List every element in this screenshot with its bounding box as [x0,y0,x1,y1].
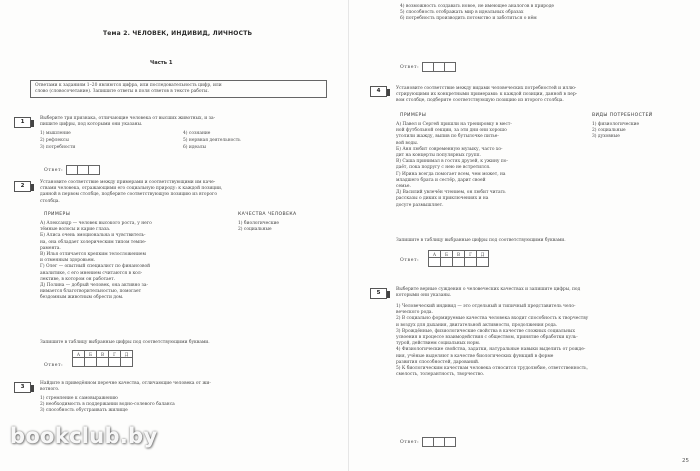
question-line: Выберите верные суждения о человеческих качествах и запишите цифры, под [396,287,581,292]
option: 6) потребность производить потомство и заботиться о нём [400,16,537,22]
question-number: 4 [370,86,387,97]
part-heading: Часть 1 [150,60,173,66]
table-letter: В [452,250,465,259]
need-option: 2) социальные [592,128,626,134]
example-line: рамента. [40,245,61,251]
question-line: Выберите три признака, отличающие человека от высших животных, и за- [40,116,216,121]
statement-line: веческого рода. [396,310,433,316]
example-line: досуге размышляет. [396,202,444,208]
question-line: стрирующими их конкретными примерами: к каждой позиции, данной в пер- [396,92,578,98]
options-list-continued [400,4,554,23]
example-line: вой воды. [396,140,419,146]
quality-option: 2) социальные [238,227,272,233]
answer-field[interactable] [44,165,99,175]
answer-table-cells[interactable] [72,357,132,367]
table-letter: Г [108,350,121,359]
question-number: 1 [14,117,31,128]
example-line: рассказы о диких и приключениях и на [396,196,489,202]
question-text [396,86,577,105]
options-list [40,396,175,415]
example-line: Б) Алиса очень эмоциональна и чувствитель- [40,233,146,239]
page-number: 25 [682,458,689,464]
option: 3) потребности [40,145,76,150]
statement-line: турой, действием социальных норм. [396,341,481,347]
example-line: тёмные волосы и карие глаза. [40,227,111,233]
column-header-examples: ПРИМЕРЫ [44,212,71,217]
needs-list [592,122,639,141]
answer-label: Ответ: [400,258,420,263]
answer-field[interactable] [400,437,455,447]
statements-list [396,304,588,378]
examples-list [396,122,512,209]
site-watermark: bookclub.by [10,424,158,448]
question-line: Установите соответствие между видами человеческих потребностей и иллю- [396,86,577,91]
table-letter: Д [476,250,489,259]
table-letter: А [428,250,441,259]
need-option: 1) физиологические [592,122,640,127]
example-line: младшего брата и сестёр, дарит своей [396,177,486,183]
statement-line: 2) В социально формируемые качества человека входит способность к творчеству [396,316,589,322]
table-instruction: Запишите в таблицу выбранные цифры под соответствующими буквами. [396,238,566,243]
examples-list [40,221,152,302]
example-line: Д) Полина — добрый человек, она активно за- [40,283,148,289]
statement-line: 4) Физиологические свойства, задатки, натуральные навыки выделить от рожде- [396,347,586,353]
example-line: и отменным здоровьем. [40,258,96,264]
question-line: данной в первом столбце, подберите соответствующую позицию из второго [40,192,217,198]
question-line: ствами человека, отражающими его социальную природу: к каждой позиции, [40,186,223,192]
topic-title: Тема 2. ЧЕЛОВЕК, ИНДИВИД, ЛИЧНОСТЬ [103,30,253,37]
question-line: которыми они указаны. [396,293,452,299]
statement-line: усвоения в процессе взаимодействия с обществом, принятие обработки куль- [396,335,578,341]
answer-table-cells[interactable] [428,257,488,267]
answer-label: Ответ: [400,439,420,445]
answer-label-wrap [400,258,422,263]
statement-line: и воздух для дыхания, двигательной активности, продолжения рода. [396,322,558,328]
question-text [40,180,222,205]
option: 3) способность обустраивать жилище [40,408,128,414]
question-line: Установите соответствие между примерами и соответствующими им каче- [40,180,216,185]
table-letter: Д [120,350,133,359]
column-header-qualities: КАЧЕСТВА ЧЕЛОВЕКА [238,212,297,217]
statement-line: развития способностей, дарований. [396,359,480,365]
page-gutter [348,0,349,471]
question-line: вотного. [40,387,60,393]
example-line: на, она обладает холерическим типом темпе- [40,239,147,245]
table-letter: В [96,350,109,359]
answer-cell[interactable] [88,165,100,175]
question-number: 3 [14,382,31,393]
example-line: Д) Василий увлечён чтением, он любит читать [396,190,506,196]
question-number: 2 [14,181,31,192]
qualities-list [238,221,279,233]
example-line: Г) Олег — опытный специалист по финансовой [40,264,151,270]
instruction-line: Ответами к заданиям 1–20 являются цифра, или последовательность цифр, или [35,83,222,88]
example-line: А) Александр — человек высокого роста, у него [40,221,152,226]
option: 2) необходимость в поддержании водно-солевого баланса [40,402,175,408]
example-line: В) Илья отличается крепким телосложением [40,252,146,258]
table-letter: Б [84,350,97,359]
option: 1) стремление к самовыражению [40,396,118,401]
question-line: вом столбце, подберите соответствующую позицию из второго столбца. [396,98,564,104]
answer-label: Ответ: [44,167,64,173]
question-number: 5 [370,288,387,299]
column-header-needs: ВИДЫ ПОТРЕБНОСТЕЙ [592,113,653,118]
need-option: 3) духовные [592,134,620,140]
question-line: пишите цифры, под которыми они указаны. [40,122,143,128]
answer-cell[interactable] [120,357,133,367]
table-instruction: Запишите в таблицу выбранные цифры под соответствующими буквами. [40,340,210,345]
answer-cell[interactable] [476,257,489,267]
example-line: лективе, в котором он работает. [40,276,116,282]
answer-label: Ответ: [44,363,64,368]
example-line: ной футбольной секции, за эти дни они хорошо [396,128,507,134]
example-line: даёт, пока подругу с нею не встретился. [396,165,491,171]
table-letter: Г [464,250,477,259]
question-text [40,116,215,128]
example-line: Б) Аня любит современную музыку, часто хо- [396,146,503,152]
instruction-box [30,80,327,98]
example-line: дит на концерты популярных групп. [396,153,481,159]
example-line: А) Павел и Сергей пришли на тренировку в мест- [396,122,512,127]
example-line: нимается благотворительностью, помогает [40,289,142,295]
question-line: Найдите в приведённом перечне качества, отличающие человека от жи- [40,381,211,386]
answer-cell[interactable] [444,62,456,72]
example-line: утолили жажду, выпив по бутылочке питье- [396,134,499,140]
quality-option: 1) биологические [238,221,280,226]
answer-label: Ответ: [400,64,420,70]
option: 1) мышление [40,131,71,136]
option: 4) сознание [183,131,211,136]
statement-line: смелость, толерантность, творчество. [396,372,485,378]
column-header-examples: ПРИМЕРЫ [400,113,427,118]
example-line: семье. [396,184,411,190]
answer-label-wrap [44,353,66,368]
answer-field[interactable] [400,62,455,72]
table-letter: Б [440,250,453,259]
statement-line: ния, учёные выделяют в качестве биологических функций в форме [396,353,554,359]
option: 5) нервная деятельность [183,138,241,143]
statement-line: 3) Врождённые, физиологические свойства в качестве сложных социальных [396,328,575,334]
option: 2) рефлексы [40,138,69,143]
option: 5) способность отображать мир в идеальных образах [400,10,524,16]
statement-line: 1) Человеческий индивид — это отдельный и типичный представитель чело- [396,304,576,309]
table-letter: А [72,350,85,359]
statement-line: 5) К биологическим качествам человека относится трудолюбие, ответственность, [396,366,588,372]
question-line: столбца. [40,198,60,204]
example-line: аналитике, с его мнением считаются в кол- [40,270,143,276]
example-line: В) Саша принимал в гостях друзей, к ужину по- [396,159,508,165]
answer-cell[interactable] [444,437,456,447]
question-text [40,381,211,393]
example-line: бездомным животным обрести дом. [40,295,124,301]
example-line: Г) Ирина всегда помогает всем, чем может, на [396,171,506,177]
option: 4) возможность создавать новое, не имеющее аналогов в природе [400,4,555,9]
option: 6) идеалы [183,145,207,150]
question-text [396,287,580,299]
instruction-line: слово (словосочетание). Запишите ответы в поля ответов в тексте работы. [35,89,209,95]
